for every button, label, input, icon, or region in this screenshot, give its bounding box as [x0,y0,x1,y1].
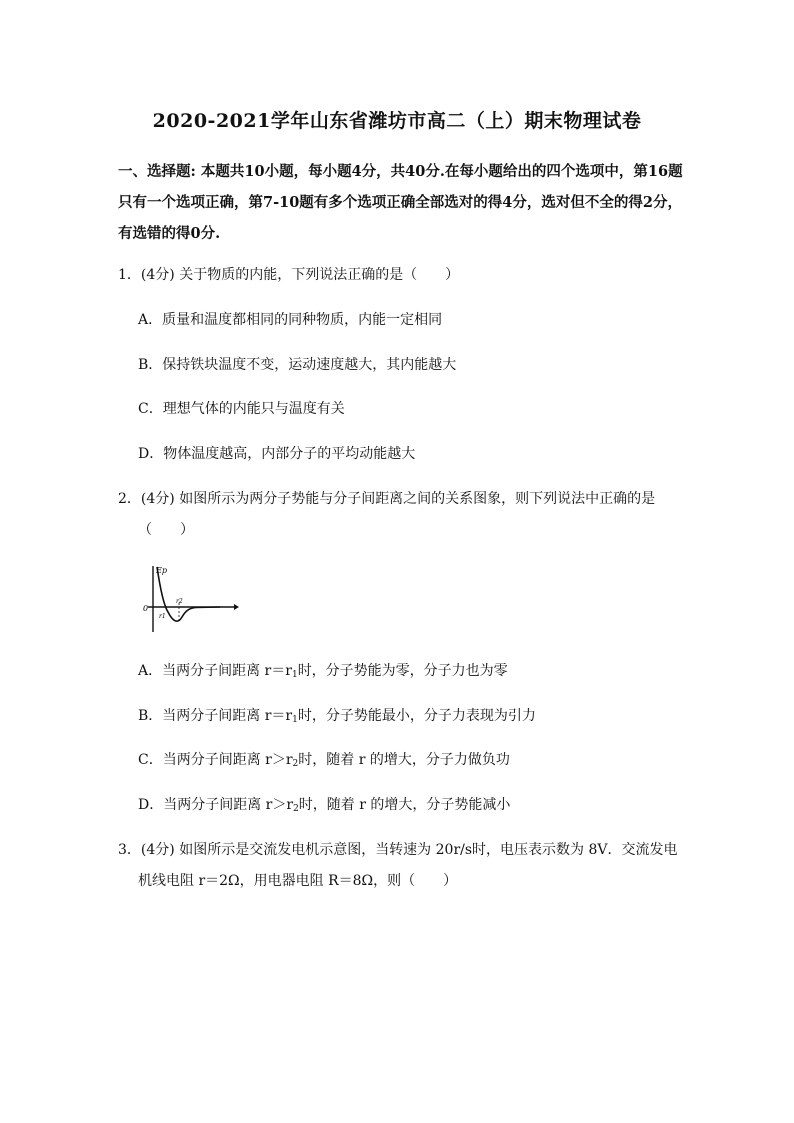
question-3-stem-line-2: 机线电阻 r＝2Ω，用电器电阻 R＝8Ω，则（ ） [138,873,458,889]
question-1-option-b: B．保持铁块温度不变，运动速度越大，其内能越大 [138,357,457,373]
instructions-line-2: 只有一个选项正确，第7-10题有多个选项正确全部选对的得4分，选对但不全的得2分， [118,194,682,211]
question-2-option-b: B．当两分子间距离 $r=r_1$时，分子势能最小，分子力表现为引力 [138,708,536,725]
question-2-option-d: D．当两分子间距离 $r>r_2$时，随着 r 的增大，分子势能减小 [138,797,511,814]
instructions-line-3: 有选错的得0分. [118,225,221,242]
instructions-line-1: 一、选择题: 本题共10小题，每小题4分，共40分.在每小题给出的四个选项中，第16题 [118,163,683,180]
potential-energy-graph [140,562,240,634]
question-1-option-c: C．理想气体的内能只与温度有关 [138,401,345,417]
graph-r2-label: r2 [176,598,183,605]
graph-origin-label: 0 [143,604,149,613]
question-2-stem-line-1: 2．(4分) 如图所示为两分子势能与分子间距离之间的关系图象，则下列说法中正确的是 [118,491,656,507]
graph-ylabel: Ep [156,566,167,575]
graph-r1-label: r1 [159,613,166,620]
question-2-option-c: C．当两分子间距离 $r>r_2$时，随着 r 的增大，分子力做负功 [138,752,510,769]
question-3-stem-line-1: 3．(4分) 如图所示是交流发电机示意图，当转速为 20r/s时，电压表示数为 8V．交流发电 [118,842,678,858]
question-1-option-d: D．物体温度越高，内部分子的平均动能越大 [138,446,416,462]
question-2-stem-line-2: （ ） [138,522,194,538]
graph-x-arrow [234,604,239,610]
question-2-option-a: A．当两分子间距离 $r=r_1$时，分子势能为零，分子力也为零 [138,663,508,680]
question-1-option-a: A．质量和温度都相同的同种物质，内能一定相同 [138,312,443,328]
exam-title: 2020-2021学年山东省潍坊市高二（上）期末物理试卷 [152,110,642,132]
section-instructions [118,156,683,249]
question-1-stem: 1．(4分) 关于物质的内能，下列说法正确的是（ ） [118,267,460,283]
potential-curve [157,567,220,621]
